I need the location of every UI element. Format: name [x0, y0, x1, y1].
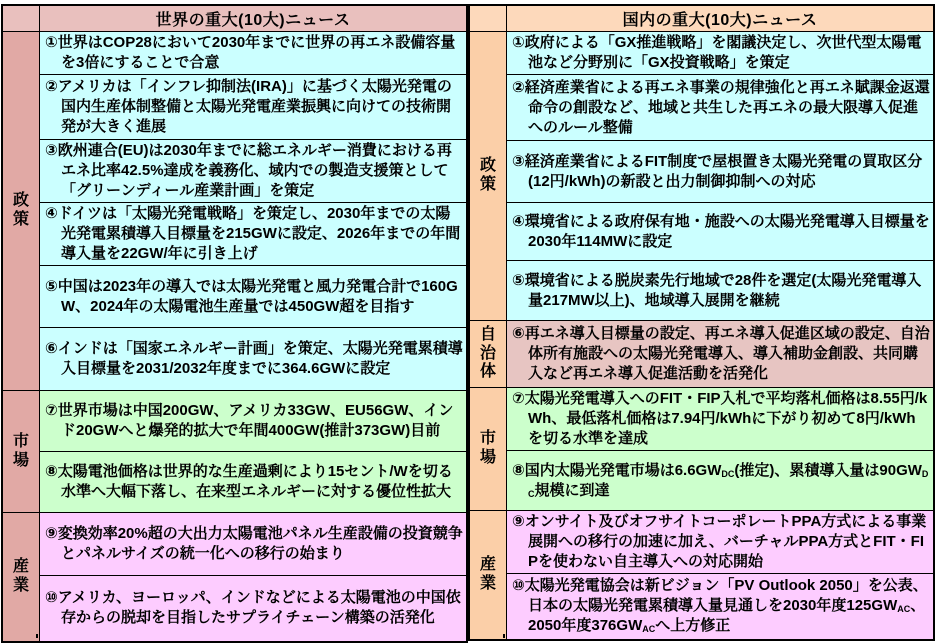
world-news-item-8: ⑧太陽電池価格は世界的な生産過剰により15セント/Wを切る水準へ大幅下落し、在来型エネルギーに対する優位性拡大: [40, 452, 468, 513]
world-news-item-5: ⑤中国は2023年の導入では太陽光発電と風力発電合計で160GW、2024年の太陽電池生産量では450GW超を目指す: [40, 266, 468, 328]
world-news-item-9: ⑨変換効率20%超の大出力太陽電池パネル生産設備の投資競争とパネルサイズの統一化への移行の始まり: [40, 513, 468, 576]
domestic-news-item-4: ④環境省による政府保有地・施設への太陽光発電導入目標量を2030年114MWに設定: [507, 203, 935, 261]
domestic-news-item-6: ⑥再エネ導入目標量の設定、再エネ導入促進区域の設定、自治体所有施設への太陽光発電導入、導入補助金創設、共同購入など再エネ導入促進活動を活発化: [507, 321, 935, 388]
domestic-category-market: 市場: [469, 388, 507, 511]
domestic-category-industry: 産業: [469, 511, 507, 640]
domestic-news-item-5: ⑤環境省による脱炭素先行地域で28件を選定(太陽光発電導入量217MW以上)、地域導入展開を継続: [507, 261, 935, 321]
border-stub: [36, 634, 38, 638]
world-corner-cell: [2, 5, 40, 32]
domestic-news-item-2: ②経済産業省による再エネ事業の規律強化と再エネ賦課金返還命令の創設など、地域と共生した再エネの最大限導入促進へのルール整備: [507, 75, 935, 141]
domestic-news-table: [468, 4, 935, 641]
domestic-news-item-7: ⑦太陽光発電導入へのFIT・FIP入札で平均落札価格は8.55円/kWh、最低落札価格は7.94円/kWhに下がり初めて8円/kWhを切る水準を達成: [507, 388, 935, 451]
domestic-corner-cell: [469, 5, 507, 32]
domestic-news-item-1: ①政府による「GX推進戦略」を閣議決定し、次世代型太陽電池など分野別に「GX投資戦略」を策定: [507, 32, 935, 75]
world-category-market: 市場: [2, 391, 40, 513]
domestic-news-item-10: ⑩太陽光発電協会は新ビジョン「PV Outlook 2050」を公表、日本の太陽光発電累積導入量見通しを2030年度$125GW_{AC}$、2050年度$376GW_{AC}$へ上方修正: [507, 574, 935, 640]
world-category-policy: 政策: [2, 32, 40, 391]
domestic-category-policy: 政策: [469, 32, 507, 321]
domestic-news-item-9: ⑨オンサイト及びオフサイトコーポレートPPA方式による事業展開への移行の加速に加え、バーチャルPPA方式とFIT・FIPを使わない自主導入への対応開始: [507, 511, 935, 574]
border-stub: [503, 634, 505, 638]
domestic-table-title: 国内の重大(10大)ニュース: [507, 5, 935, 32]
domestic-news-item-8: ⑧国内太陽光発電市場は$6.6GW_{DC}$(推定)、累積導入量は$90GW_{DC}$規模に到達: [507, 451, 935, 511]
world-news-item-2: ②アメリカは「インフレ抑制法(IRA)」に基づく太陽光発電の国内生産体制整備と太陽光発電産業振興に向けての技術開発が大きく進展: [40, 75, 468, 140]
domestic-news-item-3: ③経済産業省によるFIT制度で屋根置き太陽光発電の買取区分(12円/kWh)の新設と出力制御抑制への対応: [507, 141, 935, 203]
domestic-category-municipality: 自治体: [469, 321, 507, 388]
world-news-table: [1, 4, 468, 643]
world-table-title: 世界の重大(10大)ニュース: [40, 5, 468, 32]
world-category-industry: 産業: [2, 513, 40, 642]
world-news-item-1: ①世界はCOP28において2030年までに世界の再エネ設備容量を3倍にすることで合意: [40, 32, 468, 75]
world-news-item-7: ⑦世界市場は中国200GW、アメリカ33GW、EU56GW、インド20GWへと爆発的拡大で年間400GW(推計373GW)目前: [40, 391, 468, 452]
world-news-item-3: ③欧州連合(EU)は2030年までに総エネルギー消費における再エネ比率42.5%達成を義務化、域内での製造支援策として「グリーンディール産業計画」を策定: [40, 140, 468, 203]
world-news-item-6: ⑥インドは「国家エネルギー計画」を策定、太陽光発電累積導入目標量を2031/2032年度までに364.6GWに設定: [40, 328, 468, 391]
world-news-item-10: ⑩アメリカ、ヨーロッパ、インドなどによる太陽電池の中国依存からの脱却を目指したサプライチェーン構築の活発化: [40, 576, 468, 642]
world-news-item-4: ④ドイツは「太陽光発電戦略」を策定し、2030年までの太陽光発電累積導入目標量を215GWに設定、2026年までの年間導入量を22GW/年に引き上げ: [40, 203, 468, 266]
